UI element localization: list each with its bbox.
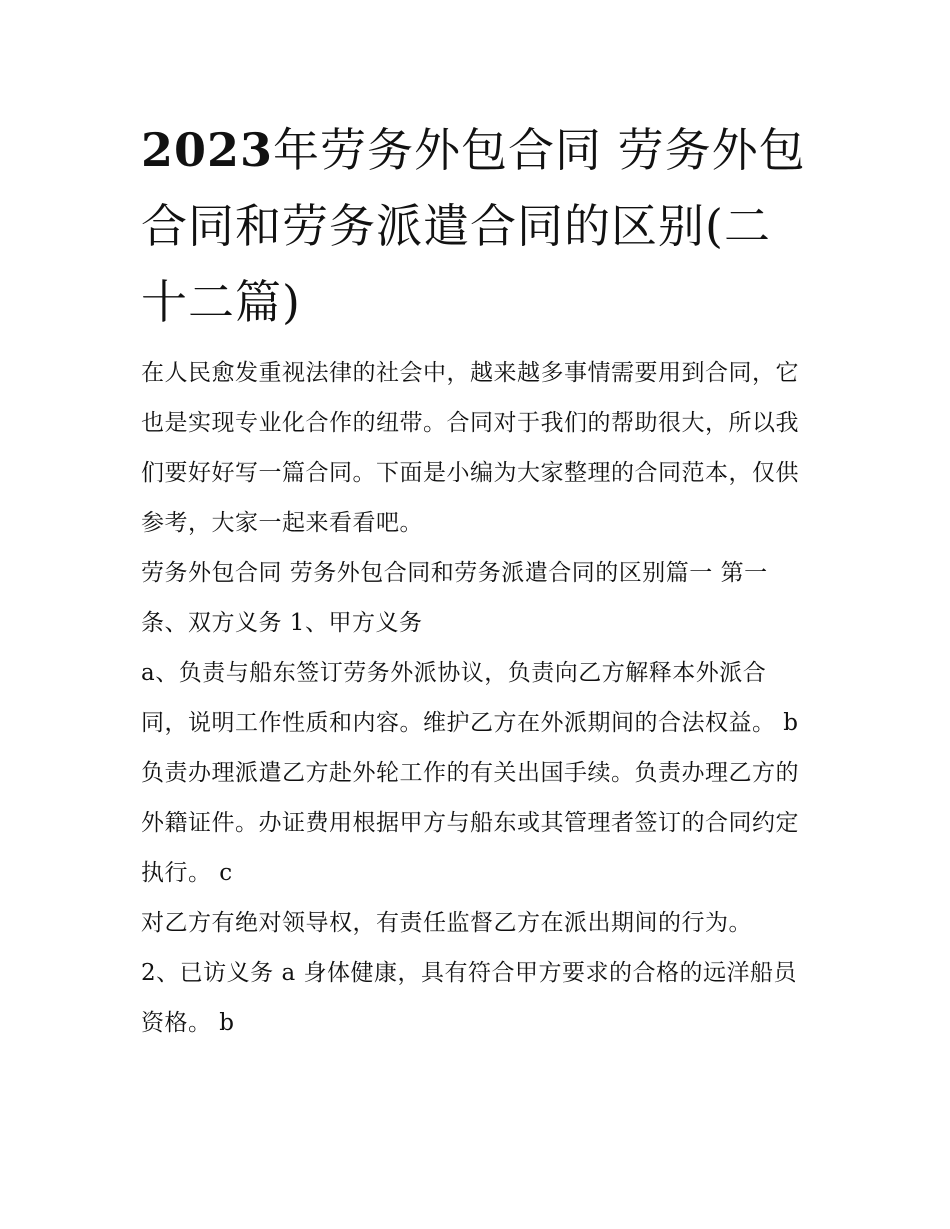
intro-paragraph: 在人民愈发重视法律的社会中，越来越多事情需要用到合同，它也是实现专业化合作的纽带。合同对于我们的帮助很大，所以我们要好好写一篇合同。下面是小编为大家整理的合同范本，仅供参考，大家一起来看看吧。 xyxy=(141,360,799,536)
obligation-b-paragraph: 负责办理派遣乙方赴外轮工作的有关出国手续。负责办理乙方的外籍证件。办证费用根据甲方与船东或其管理者签订的合同约定执行。 c xyxy=(141,760,799,886)
document-body xyxy=(141,348,813,1048)
obligation-c-paragraph: 对乙方有绝对领导权，有责任监督乙方在派出期间的行为。 xyxy=(141,910,752,936)
section-heading-paragraph: 劳务外包合同 劳务外包合同和劳务派遣合同的区别篇一 第一条、双方义务 1、甲方义务 xyxy=(141,560,768,636)
document-title xyxy=(141,112,813,340)
party-b-obligations-paragraph: 2、已访义务 a 身体健康，具有符合甲方要求的合格的远洋船员资格。 b xyxy=(141,960,797,1036)
title-year: 2023 xyxy=(141,123,274,177)
document-page xyxy=(141,112,813,1048)
obligation-a-paragraph: a、负责与船东签订劳务外派协议，负责向乙方解释本外派合同，说明工作性质和内容。维护乙方在外派期间的合法权益。 b xyxy=(141,660,799,736)
title-text: 年劳务外包合同 劳务外包合同和劳务派遣合同的区别(二十二篇) xyxy=(141,123,806,329)
